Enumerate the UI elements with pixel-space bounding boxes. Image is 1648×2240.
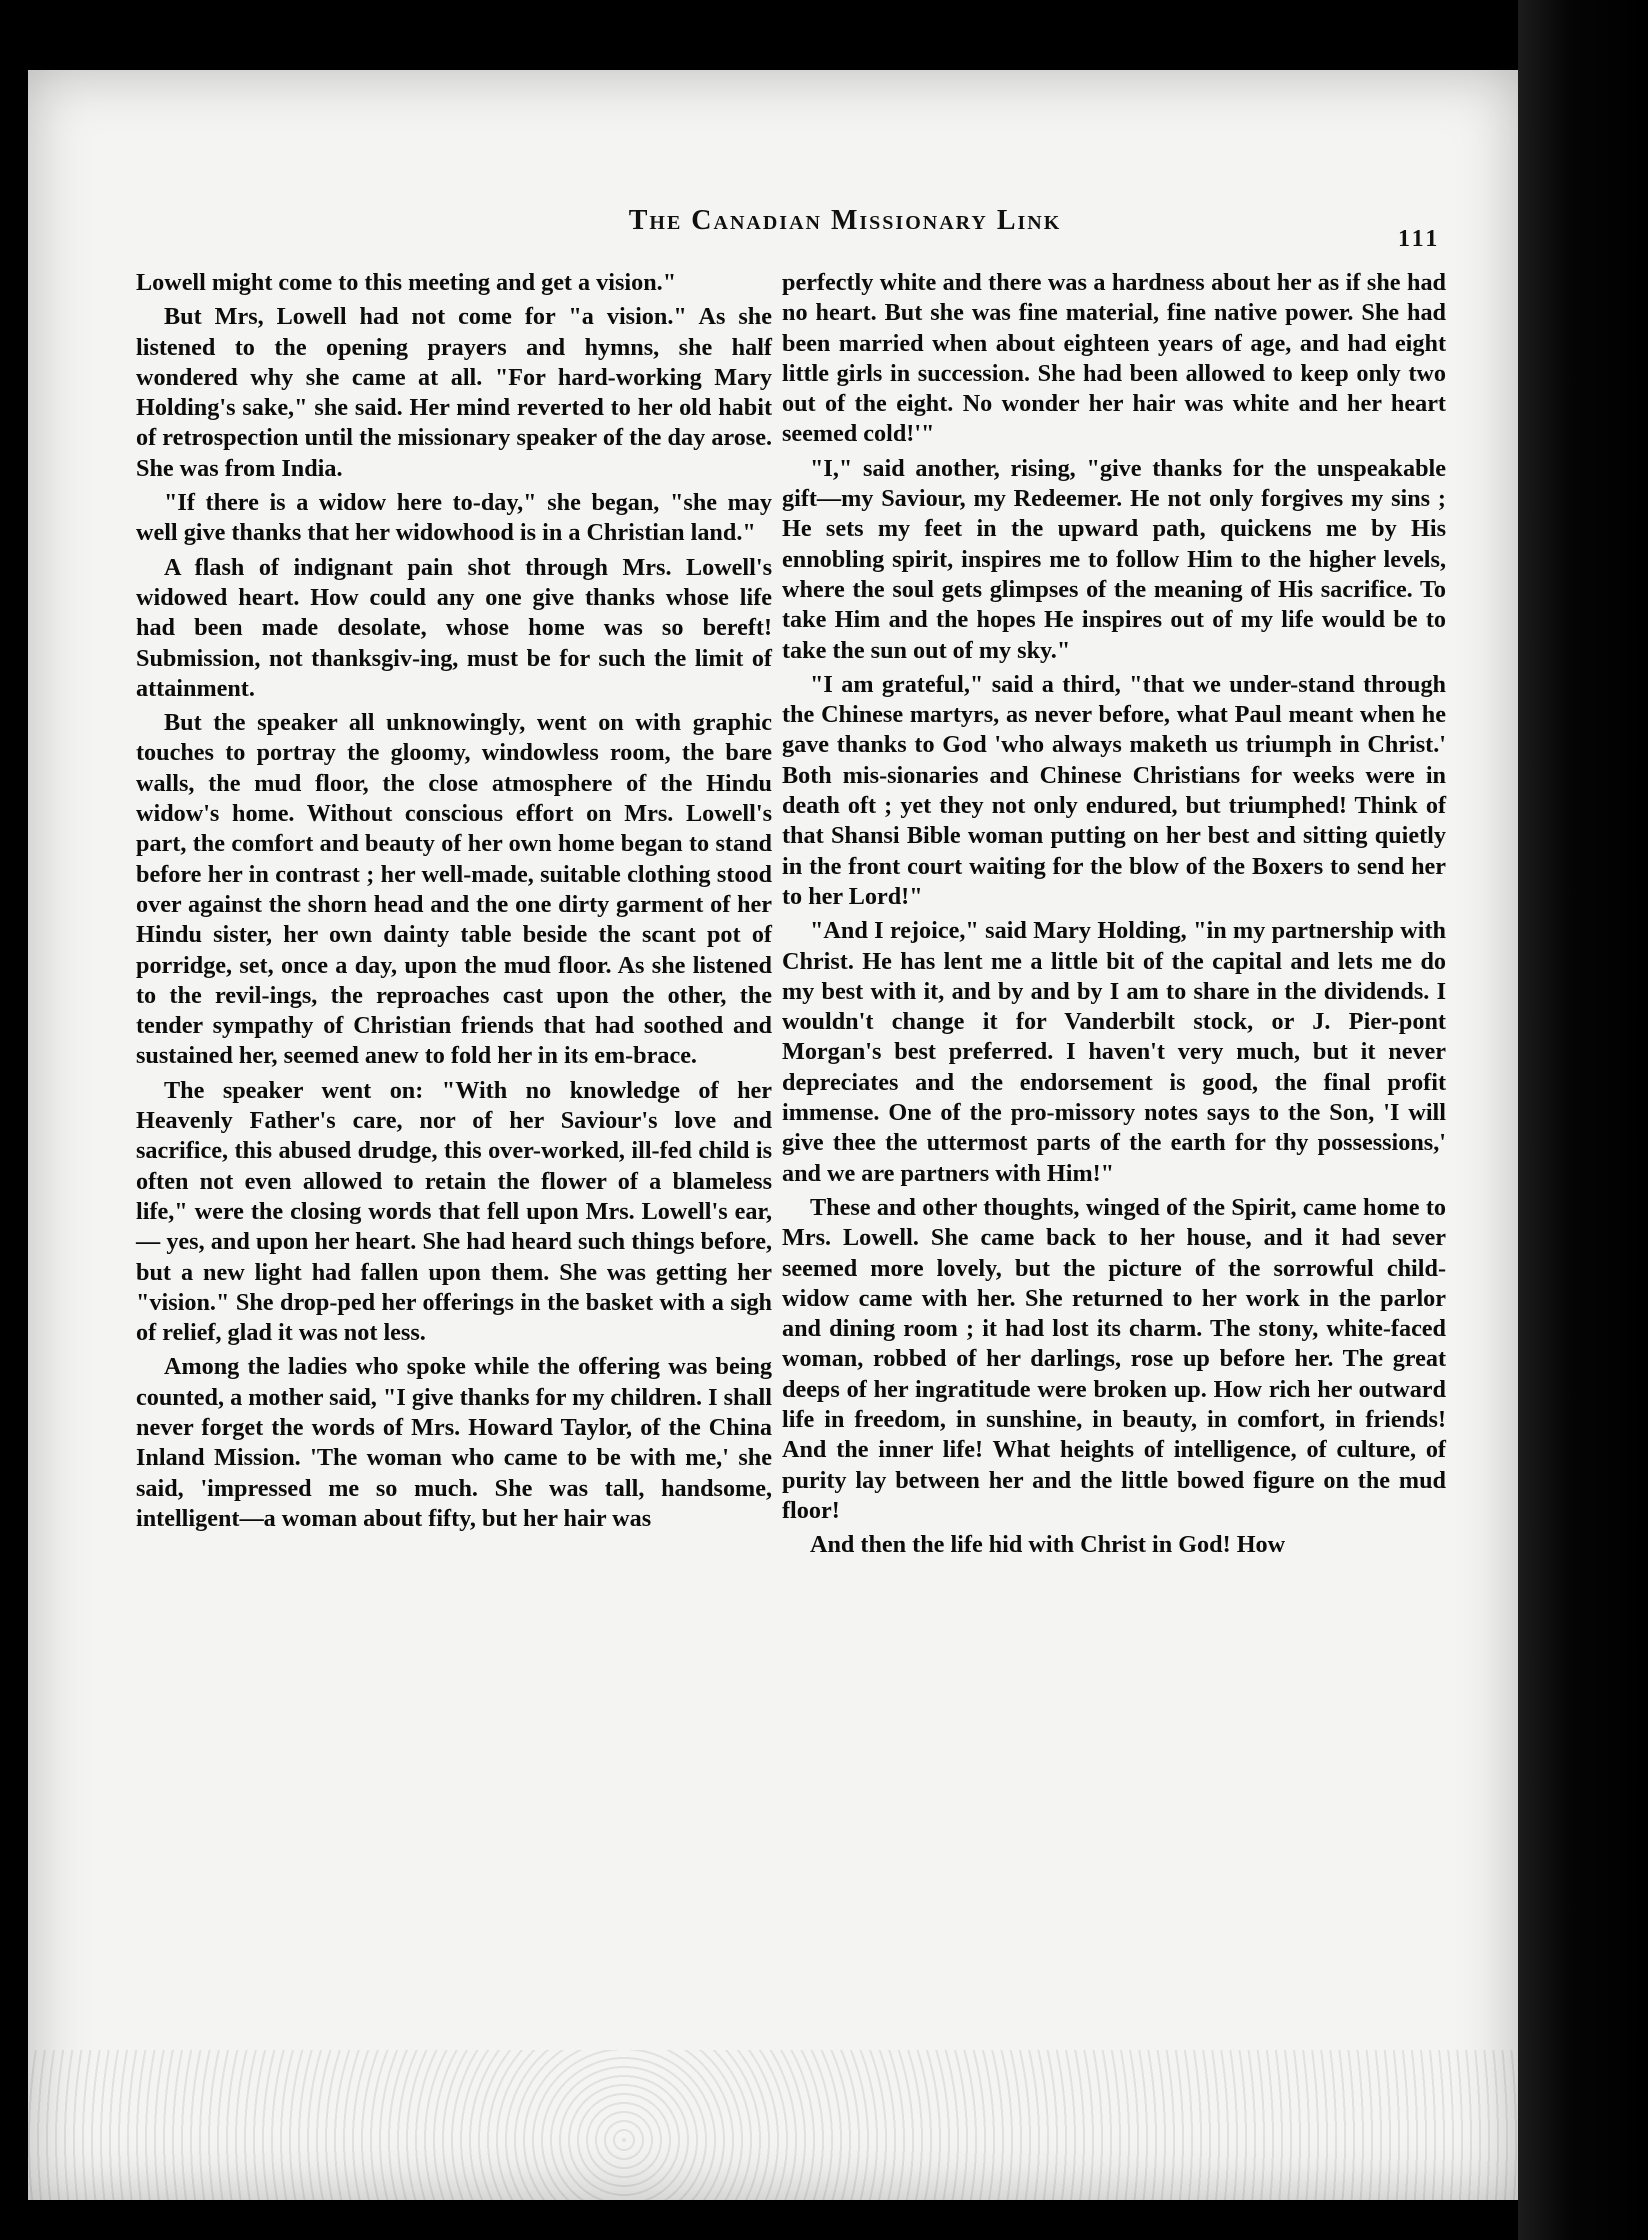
paragraph: Among the ladies who spoke while the offering was being counted, a mother said, "I give thanks for my children. I shall never forget the words of Mrs. Howard Taylor, of the China Inland Mission. 'The woman who came to be with me,' she said, 'impressed me so much. She was tall, handsome, intelligent—a woman about fifty, but her hair was [136, 1353, 772, 1532]
paragraph: "I am grateful," said a third, "that we under-stand through the Chinese martyrs, as never before, what Paul meant when he gave thanks to God 'who always maketh us triumph in Christ.' Both mis-sionaries and Chinese Christians for weeks were in death oft ; yet they not only endured, but triumphed! Think of that Shansi Bible woman putting on her best and sitting quietly in the front court waiting for the blow of the Boxers to send her to her Lord!" [782, 670, 1446, 910]
left-column [136, 268, 772, 1538]
paragraph: "If there is a widow here to-day," she began, "she may well give thanks that her widowhood is in a Christian land." [136, 489, 772, 547]
paragraph: perfectly white and there was a hardness about her as if she had no heart. But she was fine material, fine native power. She had been married when about eighteen years of age, and had eight little girls in succession. She had been allowed to keep only two out of the eight. No wonder her hair was white and her heart seemed cold!'" [782, 269, 1446, 448]
paragraph: Lowell might come to this meeting and get a vision." [136, 269, 677, 296]
paragraph: A flash of indignant pain shot through Mrs. Lowell's widowed heart. How could any one give thanks whose life had been made desolate, whose home was so bereft! Submission, not thanksgiv-ing, must be for such the limit of attainment. [136, 553, 772, 702]
paragraph: But Mrs, Lowell had not come for "a vision." As she listened to the opening prayers and hymns, she half wondered why she came at all. "For hard-working Mary Holding's sake," she said. Her mind reverted to her old habit of retrospection until the missionary speaker of the day arose. She was from India. [136, 303, 772, 482]
book-spine [1518, 0, 1648, 2240]
paragraph: These and other thoughts, winged of the Spirit, came home to Mrs. Lowell. She came back to her house, and it had sever seemed more lovely, but the picture of the sorrowful child-widow came with her. She returned to her work in the parlor and dining room ; it had lost its charm. The stony, white-faced woman, robbed of her darlings, rose up before her. The great deeps of her ingratitude were broken up. How rich her outward life in freedom, in sunshine, in beauty, in comfort, in friends! And the inner life! What heights of intelligence, of culture, of purity lay between her and the little bowed figure on the mud floor! [782, 1193, 1446, 1524]
right-column [782, 268, 1446, 1564]
paragraph: "And I rejoice," said Mary Holding, "in my partnership with Christ. He has lent me a little bit of the capital and lets me do my best with it, and by and by I am to share in the dividends. I wouldn't change it for Vanderbilt stock, or J. Pier-pont Morgan's best preferred. I haven't very much, but it never depreciates and the endorsement is good, the final profit immense. One of the pro-missory notes says to the Son, 'I will give thee the uttermost parts of the earth for thy possessions,' and we are partners with Him!" [782, 917, 1446, 1187]
running-header: The Canadian Missionary Link [628, 205, 1062, 236]
scan-left-border [0, 0, 28, 2240]
paragraph: And then the life hid with Christ in God! How [810, 1531, 1286, 1559]
paragraph: "I," said another, rising, "give thanks for the unspeakable gift—my Saviour, my Redeemer. He not only forgives my sins ; He sets my feet in the upward path, quickens me by His ennobling spirit, inspires me to follow Him to the higher levels, where the soul gets glimpses of the meaning of His sacrifice. To take Him and the hopes He inspires out of my life would be to take the sun out of my sky." [782, 454, 1446, 664]
page-number: 111 [1398, 226, 1441, 252]
paragraph: The speaker went on: "With no knowledge of her Heavenly Father's care, nor of her Saviour's love and sacrifice, this abused drudge, this over-worked, ill-fed child is often not even allowed to retain the flower of a blameless life," were the closing words that fell upon Mrs. Lowell's ear,— yes, and upon her heart. She had heard such things before, but a new light had fallen upon them. She was getting her "vision." She drop-ped her offerings in the basket with a sigh of relief, glad it was not less. [136, 1076, 772, 1347]
paragraph: But the speaker all unknowingly, went on with graphic touches to portray the gloomy, windowless room, the bare walls, the mud floor, the close atmosphere of the Hindu widow's home. Without conscious effort on Mrs. Lowell's part, the comfort and beauty of her own home began to stand before her in contrast ; her well-made, suitable clothing stood over against the shorn head and the one dirty garment of her Hindu sister, her own dainty table beside the scant pot of porridge, set, once a day, upon the mud floor. As she listened to the revil-ings, the reproaches cast upon the other, the tender sympathy of Christian friends that had soothed and sustained her, seemed anew to fold her in its em-brace. [136, 709, 772, 1070]
